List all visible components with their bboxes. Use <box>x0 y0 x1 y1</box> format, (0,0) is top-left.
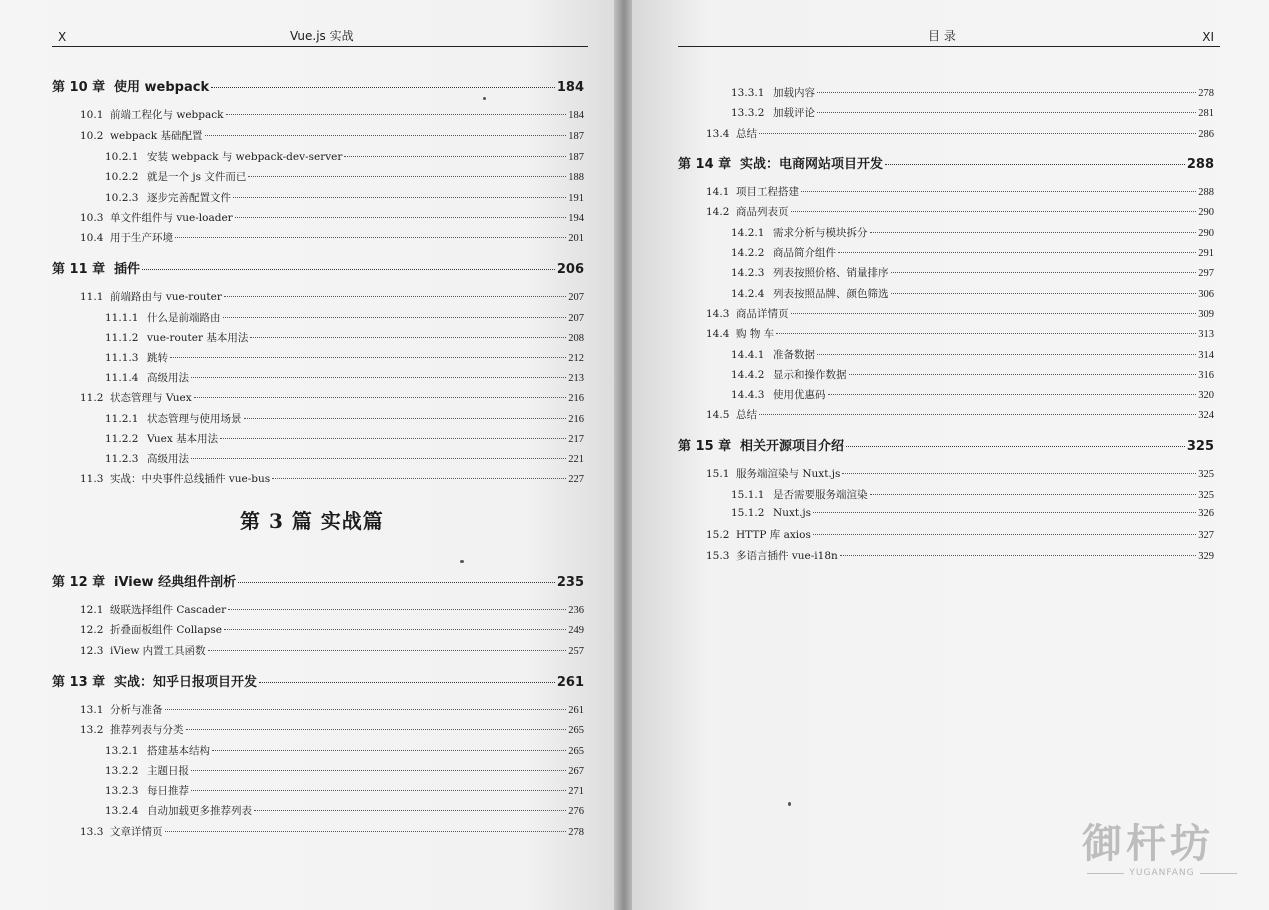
toc-entry-number: 11.1.1 <box>105 312 139 324</box>
toc-entry-page: 309 <box>1198 309 1214 320</box>
toc-entry-page: 290 <box>1198 207 1214 218</box>
dot-leader <box>142 269 555 270</box>
toc-entry-page: 187 <box>568 131 584 142</box>
toc-entry-number: 第 14 章 <box>678 157 732 172</box>
dot-leader <box>817 112 1196 113</box>
toc-section-entry <box>80 107 584 122</box>
toc-entry-title: webpack 基础配置 <box>110 130 203 142</box>
toc-section-entry <box>706 126 1214 141</box>
watermark-brand <box>1082 868 1242 878</box>
dot-leader <box>191 790 566 791</box>
toc-entry-page: 281 <box>1198 108 1214 119</box>
toc-entry-number: 14.2.1 <box>731 227 765 239</box>
dot-leader <box>840 555 1196 556</box>
toc-subsection-entry <box>731 245 1214 260</box>
dot-leader <box>194 397 567 398</box>
toc-subsection-entry <box>731 265 1214 280</box>
toc-entry-number: 13.3.2 <box>731 107 765 119</box>
toc-entry-title: 商品列表页 <box>736 206 789 218</box>
toc-entry-title: 准备数据 <box>773 349 815 361</box>
toc-entry-number: 第 11 章 <box>52 262 106 277</box>
toc-section-entry <box>706 184 1214 199</box>
toc-entry-number: 11.3 <box>80 473 104 485</box>
toc-entry-title: 自动加载更多推荐列表 <box>147 805 252 817</box>
toc-subsection-entry <box>731 85 1214 100</box>
toc-entry-number: 11.2.3 <box>105 453 139 465</box>
dot-leader <box>224 629 566 630</box>
toc-entry-page: 194 <box>568 213 584 224</box>
toc-chapter-entry <box>52 76 584 95</box>
toc-section-entry <box>80 702 584 717</box>
toc-entry-page: 267 <box>568 766 584 777</box>
dot-leader <box>817 354 1196 355</box>
toc-entry-title: 使用优惠码 <box>773 389 826 401</box>
toc-entry-title: iView 经典组件剖析 <box>114 575 237 590</box>
toc-subsection-entry <box>105 330 584 345</box>
toc-entry-title: 就是一个 js 文件而已 <box>147 171 247 183</box>
dot-leader <box>244 418 567 419</box>
toc-entry-number: 10.2.3 <box>105 192 139 204</box>
toc-entry-page: 325 <box>1186 439 1214 454</box>
dot-leader <box>175 237 566 238</box>
toc-subsection-entry <box>731 487 1214 502</box>
toc-entry-number: 13.2.2 <box>105 765 139 777</box>
toc-entry-title: 分析与准备 <box>110 704 163 716</box>
toc-entry-number: 13.1 <box>80 704 104 716</box>
toc-subsection-entry <box>105 169 584 184</box>
toc-entry-title: 高级用法 <box>147 453 189 465</box>
toc-section-entry <box>80 289 584 304</box>
dot-leader <box>212 750 566 751</box>
toc-subsection-entry <box>731 367 1214 382</box>
toc-section-entry <box>80 824 584 839</box>
toc-subsection-entry <box>731 225 1214 240</box>
toc-entry-number: 13.2 <box>80 724 104 736</box>
toc-chapter-entry <box>678 153 1214 172</box>
toc-entry-page: 184 <box>556 80 584 95</box>
toc-entry-page: 227 <box>568 474 584 485</box>
toc-entry-number: 14.3 <box>706 308 730 320</box>
toc-entry-page: 288 <box>1186 157 1214 172</box>
right-page-header <box>678 28 1220 47</box>
toc-entry-number: 15.2 <box>706 529 730 541</box>
toc-entry-number: 10.2.2 <box>105 171 139 183</box>
toc-entry-page: 261 <box>568 705 584 716</box>
toc-entry-title: 状态管理与 Vuex <box>110 392 192 404</box>
toc-entry-title: 加载评论 <box>773 107 815 119</box>
toc-entry-number: 10.3 <box>80 212 104 224</box>
toc-entry-page: 212 <box>568 353 584 364</box>
toc-section-entry <box>706 326 1214 341</box>
dot-leader <box>885 164 1185 165</box>
toc-entry-title: 级联选择组件 Cascader <box>110 604 227 616</box>
toc-entry-number: 14.1 <box>706 186 730 198</box>
toc-entry-page: 297 <box>1198 268 1214 279</box>
toc-subsection-entry <box>105 350 584 365</box>
toc-entry-page: 324 <box>1198 410 1214 421</box>
toc-entry-title: 实战：中央事件总线插件 vue-bus <box>110 473 271 485</box>
dot-leader <box>191 770 566 771</box>
dot-leader <box>870 232 1197 233</box>
toc-entry-number: 12.1 <box>80 604 104 616</box>
toc-entry-number: 第 15 章 <box>678 439 732 454</box>
toc-subsection-entry <box>731 286 1214 301</box>
toc-section-entry <box>706 527 1214 542</box>
toc-chapter-entry <box>52 671 584 690</box>
toc-entry-number: 15.3 <box>706 550 730 562</box>
toc-section-entry <box>706 407 1214 422</box>
toc-entry-page: 327 <box>1198 530 1214 541</box>
toc-entry-page: 216 <box>568 393 584 404</box>
toc-entry-title: 总结 <box>736 409 757 421</box>
toc-entry-title: 跳转 <box>147 352 168 364</box>
toc-subsection-entry <box>105 190 584 205</box>
toc-subsection-entry <box>105 743 584 758</box>
toc-entry-page: 325 <box>1198 490 1214 501</box>
toc-entry-number: 13.2.1 <box>105 745 139 757</box>
toc-entry-page: 257 <box>568 646 584 657</box>
toc-entry-title: 状态管理与使用场景 <box>147 413 242 425</box>
toc-section-entry <box>706 204 1214 219</box>
dot-leader <box>870 494 1197 495</box>
toc-entry-page: 271 <box>568 786 584 797</box>
dot-leader <box>259 682 555 683</box>
toc-entry-title: 什么是前端路由 <box>147 312 221 324</box>
toc-entry-title: 多语言插件 vue-i18n <box>736 550 838 562</box>
toc-entry-title: 逐步完善配置文件 <box>147 192 231 204</box>
dot-leader <box>165 709 567 710</box>
right-running-title: 目 录 <box>928 29 956 43</box>
toc-entry-title: 前端路由与 vue-router <box>110 291 222 303</box>
toc-entry-number: 15.1 <box>706 468 730 480</box>
dot-leader <box>220 438 566 439</box>
toc-entry-page: 188 <box>568 172 584 183</box>
toc-subsection-entry <box>731 507 1214 519</box>
toc-entry-number: 13.2.4 <box>105 805 139 817</box>
toc-subsection-entry <box>105 370 584 385</box>
toc-entry-title: 商品详情页 <box>736 308 789 320</box>
dot-leader <box>813 534 1196 535</box>
dot-leader <box>238 582 555 583</box>
toc-entry-title: 用于生产环境 <box>110 232 173 244</box>
toc-entry-title: 总结 <box>736 128 757 140</box>
toc-chapter-entry <box>678 435 1214 454</box>
toc-entry-number: 12.3 <box>80 645 104 657</box>
toc-entry-page: 236 <box>568 605 584 616</box>
toc-entry-page: 286 <box>1198 129 1214 140</box>
toc-entry-page: 288 <box>1198 187 1214 198</box>
toc-entry-title: 主题日报 <box>147 765 189 777</box>
toc-entry-title: 相关开源项目介绍 <box>740 439 845 454</box>
toc-entry-page: 291 <box>1198 248 1214 259</box>
toc-entry-title: 每日推荐 <box>147 785 189 797</box>
toc-entry-title: 单文件组件与 vue-loader <box>110 212 233 224</box>
toc-subsection-entry <box>105 803 584 818</box>
toc-entry-title: 高级用法 <box>147 372 189 384</box>
toc-entry-number: 11.2.1 <box>105 413 139 425</box>
toc-entry-page: 326 <box>1198 508 1214 519</box>
toc-section-entry <box>80 602 584 617</box>
dot-leader <box>191 458 566 459</box>
dot-leader <box>170 357 566 358</box>
toc-entry-page: 265 <box>568 746 584 757</box>
toc-entry-title: 折叠面板组件 Collapse <box>110 624 222 636</box>
toc-entry-number: 10.2 <box>80 130 104 142</box>
toc-entry-title: 购 物 车 <box>736 328 775 340</box>
dot-leader <box>165 831 567 832</box>
dot-leader <box>344 156 566 157</box>
toc-entry-number: 14.2.4 <box>731 288 765 300</box>
toc-entry-page: 261 <box>556 675 584 690</box>
toc-entry-title: Nuxt.js <box>773 507 812 519</box>
dot-leader <box>233 197 566 198</box>
toc-entry-title: 实战：电商网站项目开发 <box>740 157 884 172</box>
toc-entry-number: 14.5 <box>706 409 730 421</box>
toc-entry-page: 217 <box>568 434 584 445</box>
toc-entry-number: 14.2.2 <box>731 247 765 259</box>
toc-section-entry <box>80 230 584 245</box>
toc-chapter-entry <box>52 258 584 277</box>
toc-entry-page: 320 <box>1198 390 1214 401</box>
toc-entry-page: 201 <box>568 233 584 244</box>
dot-leader <box>759 414 1196 415</box>
dot-leader <box>223 317 567 318</box>
scan-speck <box>788 802 791 806</box>
toc-section-entry <box>706 466 1214 481</box>
dot-leader <box>791 313 1197 314</box>
toc-entry-page: 213 <box>568 373 584 384</box>
toc-entry-page: 216 <box>568 414 584 425</box>
toc-entry-number: 10.2.1 <box>105 151 139 163</box>
left-page-header <box>52 28 588 47</box>
dot-leader <box>208 650 567 651</box>
toc-entry-page: 207 <box>568 313 584 324</box>
toc-entry-title: 服务端渲染与 Nuxt.js <box>736 468 841 480</box>
toc-subsection-entry <box>105 149 584 164</box>
dot-leader <box>776 333 1196 334</box>
toc-entry-number: 11.1.2 <box>105 332 139 344</box>
toc-subsection-entry <box>105 411 584 426</box>
toc-entry-number: 13.4 <box>706 128 730 140</box>
toc-subsection-entry <box>105 431 584 446</box>
dot-leader <box>272 478 566 479</box>
left-running-title: Vue.js 实战 <box>290 29 354 43</box>
toc-entry-title: 插件 <box>114 262 141 277</box>
toc-entry-title: 搭建基本结构 <box>147 745 210 757</box>
toc-section-entry <box>80 722 584 737</box>
toc-entry-number: 第 13 章 <box>52 675 106 690</box>
toc-entry-title: 使用 webpack <box>114 80 210 95</box>
toc-entry-title: 列表按照品牌、颜色筛选 <box>773 288 889 300</box>
dot-leader <box>191 377 566 378</box>
dot-leader <box>228 609 566 610</box>
toc-entry-title: iView 内置工具函数 <box>110 645 206 657</box>
toc-subsection-entry <box>731 387 1214 402</box>
toc-entry-number: 13.3 <box>80 826 104 838</box>
scan-speck <box>460 560 464 563</box>
toc-section-entry <box>80 390 584 405</box>
dot-leader <box>250 337 566 338</box>
toc-entry-number: 10.4 <box>80 232 104 244</box>
dot-leader <box>828 394 1197 395</box>
toc-entry-page: 278 <box>568 827 584 838</box>
dot-leader <box>891 272 1197 273</box>
left-page <box>0 0 616 910</box>
toc-entry-number: 14.4 <box>706 328 730 340</box>
toc-entry-page: 329 <box>1198 551 1214 562</box>
toc-entry-title: Vuex 基本用法 <box>147 433 219 445</box>
toc-entry-number: 14.4.1 <box>731 349 765 361</box>
toc-entry-title: 列表按照价格、销量排序 <box>773 267 889 279</box>
watermark-logo-text: 御杆坊 <box>1082 820 1214 867</box>
toc-entry-page: 184 <box>568 110 584 121</box>
toc-entry-page: 208 <box>568 333 584 344</box>
toc-entry-title: 项目工程搭建 <box>736 186 799 198</box>
toc-entry-page: 191 <box>568 193 584 204</box>
toc-entry-page: 278 <box>1198 88 1214 99</box>
watermark-logo <box>1082 812 1242 882</box>
toc-entry-number: 14.2.3 <box>731 267 765 279</box>
toc-entry-number: 第 10 章 <box>52 80 106 95</box>
dot-leader <box>186 729 567 730</box>
toc-entry-number: 14.4.3 <box>731 389 765 401</box>
toc-entry-page: 325 <box>1198 469 1214 480</box>
toc-entry-page: 206 <box>556 262 584 277</box>
toc-entry-number: 11.1.3 <box>105 352 139 364</box>
toc-entry-number: 13.2.3 <box>105 785 139 797</box>
dot-leader <box>205 135 567 136</box>
toc-entry-page: 207 <box>568 292 584 303</box>
dot-leader <box>891 293 1197 294</box>
watermark-brand-text: YUGANFANG <box>1129 868 1195 878</box>
part-title: 第 3 篇 实战篇 <box>240 509 384 533</box>
toc-entry-page: 306 <box>1198 289 1214 300</box>
toc-entry-page: 313 <box>1198 329 1214 340</box>
toc-subsection-entry <box>105 451 584 466</box>
toc-entry-number: 11.2.2 <box>105 433 139 445</box>
toc-subsection-entry <box>731 105 1214 120</box>
toc-entry-number: 12.2 <box>80 624 104 636</box>
scan-speck <box>483 97 486 100</box>
toc-subsection-entry <box>105 783 584 798</box>
toc-entry-number: 15.1.1 <box>731 489 765 501</box>
toc-entry-title: 推荐列表与分类 <box>110 724 184 736</box>
toc-entry-number: 13.3.1 <box>731 87 765 99</box>
toc-entry-title: 是否需要服务端渲染 <box>773 489 868 501</box>
toc-entry-number: 14.4.2 <box>731 369 765 381</box>
dot-leader <box>791 211 1197 212</box>
toc-section-entry <box>706 306 1214 321</box>
dot-leader <box>224 296 566 297</box>
toc-entry-title: 加载内容 <box>773 87 815 99</box>
dot-leader <box>235 217 567 218</box>
right-page <box>632 0 1269 910</box>
toc-entry-title: 前端工程化与 webpack <box>110 109 224 121</box>
toc-entry-number: 14.2 <box>706 206 730 218</box>
toc-entry-title: 显示和操作数据 <box>773 369 847 381</box>
dot-leader <box>248 176 566 177</box>
dot-leader <box>211 87 555 88</box>
toc-subsection-entry <box>105 763 584 778</box>
dot-leader <box>817 92 1196 93</box>
toc-entry-page: 276 <box>568 806 584 817</box>
dot-leader <box>842 473 1196 474</box>
dot-leader <box>813 512 1196 513</box>
toc-entry-number: 11.2 <box>80 392 104 404</box>
toc-entry-page: 265 <box>568 725 584 736</box>
right-page-number: XI <box>1202 30 1214 44</box>
toc-section-entry <box>80 128 584 143</box>
left-page-number: X <box>58 30 67 44</box>
toc-entry-number: 第 12 章 <box>52 575 106 590</box>
dot-leader <box>838 252 1196 253</box>
dot-leader <box>846 446 1185 447</box>
toc-entry-page: 249 <box>568 625 584 636</box>
toc-entry-title: 商品简介组件 <box>773 247 836 259</box>
dot-leader <box>849 374 1197 375</box>
toc-entry-number: 11.1.4 <box>105 372 139 384</box>
toc-chapter-entry <box>52 571 584 590</box>
toc-section-entry <box>80 622 584 637</box>
toc-entry-page: 221 <box>568 454 584 465</box>
toc-entry-number: 15.1.2 <box>731 507 765 519</box>
toc-entry-page: 290 <box>1198 228 1214 239</box>
toc-section-entry <box>80 643 584 658</box>
toc-entry-title: 需求分析与模块拆分 <box>773 227 868 239</box>
toc-entry-title: vue-router 基本用法 <box>147 332 249 344</box>
toc-subsection-entry <box>731 347 1214 362</box>
toc-entry-page: 316 <box>1198 370 1214 381</box>
toc-entry-number: 10.1 <box>80 109 104 121</box>
toc-section-entry <box>706 548 1214 563</box>
toc-entry-title: HTTP 库 axios <box>736 529 811 541</box>
toc-section-entry <box>80 210 584 225</box>
toc-entry-title: 安装 webpack 与 webpack-dev-server <box>147 151 343 163</box>
toc-section-entry <box>80 471 584 486</box>
toc-subsection-entry <box>105 310 584 325</box>
dot-leader <box>801 191 1196 192</box>
book-gutter <box>614 0 634 910</box>
toc-entry-page: 235 <box>556 575 584 590</box>
toc-entry-page: 187 <box>568 152 584 163</box>
dot-leader <box>759 133 1196 134</box>
dot-leader <box>254 810 566 811</box>
toc-entry-page: 314 <box>1198 350 1214 361</box>
toc-entry-title: 实战：知乎日报项目开发 <box>114 675 258 690</box>
toc-entry-title: 文章详情页 <box>110 826 163 838</box>
dot-leader <box>226 114 567 115</box>
toc-entry-number: 11.1 <box>80 291 104 303</box>
